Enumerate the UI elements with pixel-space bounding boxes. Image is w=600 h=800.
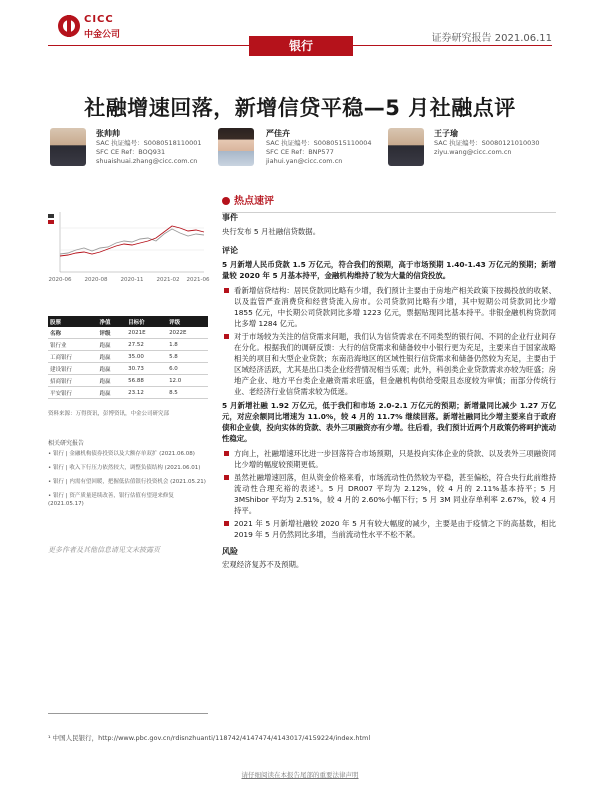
analyst-sfc: SFC CE Ref：BNP577	[266, 148, 334, 156]
table-source-note: 资料来源：万得资讯，彭博资讯，中金公司研究部	[48, 411, 170, 417]
table-cell: 56.88	[126, 375, 167, 387]
table-cell: 股票	[48, 316, 98, 327]
bullet-list	[222, 285, 556, 397]
table-cell: 跑赢	[98, 363, 127, 375]
analyst-sac: SAC 执证编号：S0080121010030	[434, 139, 540, 147]
chart-x-tick: 2021-06	[186, 277, 210, 283]
event-body: 央行发布 5 月社融信贷数据。	[222, 227, 321, 236]
related-report-link[interactable]: • 银行 | 资产质量延续改善，银行估值有望迎来修复 (2021.05.17)	[48, 493, 174, 507]
related-report-link[interactable]: • 银行 | 内需有望回暖，把握低估值银行投资机会 (2021.05.21)	[48, 479, 206, 485]
table-cell: 招商银行	[48, 375, 98, 387]
table-row	[48, 351, 208, 363]
risk-body: 宏观经济复苏不及预期。	[222, 560, 304, 569]
table-cell: 跑赢	[98, 375, 127, 387]
table-cell: 跑赢	[98, 387, 127, 399]
table-cell: 12.0	[167, 375, 208, 387]
table-cell: 净值	[98, 316, 127, 327]
analyst-sfc: SFC CE Ref：BOQ931	[96, 148, 166, 156]
analyst-photo	[50, 128, 86, 166]
related-reports-list	[48, 450, 208, 508]
chart-x-tick: 2020-08	[84, 277, 108, 283]
table-cell: 23.12	[126, 387, 167, 399]
analyst-name: 王子瑜	[434, 129, 458, 138]
bullet-list	[222, 448, 556, 540]
table-cell: 27.52	[126, 339, 167, 351]
table-row	[48, 327, 208, 339]
valuation-table	[48, 316, 208, 399]
table-cell: 名称	[48, 327, 98, 339]
legal-disclaimer[interactable]: 请仔细阅读在本报告尾部的重要法律声明	[241, 771, 359, 779]
bullet-item: 对于市场较为关注的信贷需求问题，我们认为信贷需求在不同类型的银行间、不同的企业行业间存在分化。根据我们的调研反馈：大行的信贷需求和储备较中小银行更为充足，主要来自于国家战略相关的项目和大型企业贷款；东南沿海地区的区域性银行信贷需求和储备仍然较为充足，主要由于区域经济活跃，尤其是出口类企业经营情况相当乐观；此外，科创类企业贷款需求亦较为旺盛；房地产企业、地方平台类企业融资需求旺盛，但金融机构供给受限且态度较为审慎；而部分传统行业、老经济行业信贷需求较为低迷。	[234, 332, 556, 396]
table-cell: 35.00	[126, 351, 167, 363]
table-cell: 评级	[167, 316, 208, 327]
cicc-logo-icon	[58, 15, 80, 37]
logo-english: CICC	[84, 14, 114, 25]
table-cell: 5.8	[167, 351, 208, 363]
table-cell: 目标价	[126, 316, 167, 327]
analyst-photo	[218, 128, 254, 166]
chart-legend-swatch	[48, 220, 54, 224]
report-type-date: 证券研究报告 2021.06.11	[431, 33, 552, 44]
section-bullet-icon	[222, 197, 230, 205]
table-cell: 6.0	[167, 363, 208, 375]
analyst-name: 张帅帅	[96, 129, 120, 138]
related-reports-title: 相关研究报告	[48, 440, 85, 447]
analyst-name: 严佳卉	[266, 129, 290, 138]
bullet-item: 虽然社融增速回落，但从资金价格来看，市场流动性仍然较为平稳，甚至偏松，符合央行此前维持流动性合理充裕的表述¹。5 月 DR007 平均为 2.12%，较 4 月的 2.11%基本持平；5 月 3MShibor 平均为 2.51%，较 4 月的 2.60%小幅下行；5 月 3M 同业存单利率 2.67%，较 4 月持平。	[234, 473, 556, 515]
table-cell: 工商银行	[48, 351, 98, 363]
lead-paragraph: 5 月新增人民币贷款 1.5 万亿元，符合我们的预期，高于市场预期 1.40-1.43 万亿元的预期；新增量较 2020 年 5 月基本持平，金融机构维持了较为大量的信贷投放。	[222, 260, 556, 280]
risk-heading: 风险	[222, 547, 238, 556]
chart-x-tick: 2020-06	[48, 277, 72, 283]
table-cell: 30.73	[126, 363, 167, 375]
section-title: 热点速评	[234, 196, 274, 207]
report-title: 社融增速回落，新增信贷平稳—5 月社融点评	[84, 96, 516, 120]
analyst-photo	[388, 128, 424, 166]
table-cell: 2021E	[126, 327, 167, 339]
event-heading: 事件	[222, 213, 238, 222]
logo-chinese: 中金公司	[84, 30, 121, 40]
comment-heading: 评论	[222, 246, 238, 255]
table-cell: 评级	[98, 327, 127, 339]
table-cell: 2022E	[167, 327, 208, 339]
table-cell: 1.8	[167, 339, 208, 351]
table-cell: 跑赢	[98, 351, 127, 363]
related-report-link[interactable]: • 银行 | 金融机构债券投资以及大额存单双扩 (2021.06.08)	[48, 451, 195, 457]
table-row	[48, 375, 208, 387]
table-cell: 8.5	[167, 387, 208, 399]
analyst-email[interactable]: ziyu.wang@cicc.com.cn	[434, 148, 512, 156]
chart-legend-swatch	[48, 214, 54, 218]
analyst-sac: SAC 执证编号：S0080515110004	[266, 139, 372, 147]
stock-price-chart	[46, 208, 210, 286]
section-header	[222, 189, 556, 213]
main-content	[222, 212, 556, 570]
table-header-row	[48, 316, 208, 327]
table-cell: 银行业	[48, 339, 98, 351]
analyst-email[interactable]: jiahui.yan@cicc.com.cn	[266, 157, 343, 165]
lead-paragraph: 5 月新增社融 1.92 万亿元，低于我们和市场 2.0-2.1 万亿元的预期；新增量同比减少 1.27 万亿元，对应余额同比增速为 11.0%，较 4 月的 11.7% 继续回落。新增社融同比少增主要来自于政府债和企业债，投向实体的贷款、表外三项融资亦有少增。往后看，我们预计近两个月政策仍将呵护流动性稳定。	[222, 401, 556, 443]
table-cell: 平安银行	[48, 387, 98, 399]
bullet-item: 看新增信贷结构：居民贷款同比略有少增，我们预计主要由于房地产相关政策下按揭投放的收紧、以及监管严查消费贷和经营贷流入房市。公司贷款同比略有少增，其中短期公司贷款同比少增 1855 亿元，中长期公司贷款同比多增 1223 亿元，票据贴现同比基本持平。非银金融机构贷款同比多增 1284 亿元。	[234, 286, 556, 328]
table-cell: 跑赢	[98, 339, 127, 351]
analyst-sac: SAC 执证编号：S0080518110001	[96, 139, 202, 147]
footnote[interactable]: ¹ 中国人民银行，http://www.pbc.gov.cn/rdisnzhuanti/118742/4147474/4143017/4159224/index.html	[48, 734, 371, 742]
chart-x-tick: 2020-11	[120, 277, 144, 283]
more-info-link[interactable]: 更多作者及其他信息请见文末披露页	[48, 546, 160, 554]
table-row	[48, 387, 208, 399]
table-row	[48, 363, 208, 375]
chart-x-tick: 2021-02	[156, 277, 180, 283]
bullet-item: 方向上，社融增速环比进一步回落符合市场预期，只是投向实体企业的贷款、以及表外三项融资同比少增的幅度较预期更低。	[234, 449, 556, 469]
table-row	[48, 339, 208, 351]
analyst-email[interactable]: shuaishuai.zhang@cicc.com.cn	[96, 157, 198, 165]
bullet-item: 2021 年 5 月新增社融较 2020 年 5 月有较大幅度的减少，主要是由于疫情之下的高基数，相比 2019 年 5 月仍然同比多增，当前流动性水平不松不紧。	[234, 519, 556, 539]
series-line-stock	[60, 226, 204, 256]
table-cell: 建设银行	[48, 363, 98, 375]
sector-badge: 银行	[249, 36, 353, 56]
related-report-link[interactable]: • 银行 | 收入下行压力依然较大，调整负债结构 (2021.06.01)	[48, 465, 201, 471]
footnote-rule	[48, 713, 208, 714]
